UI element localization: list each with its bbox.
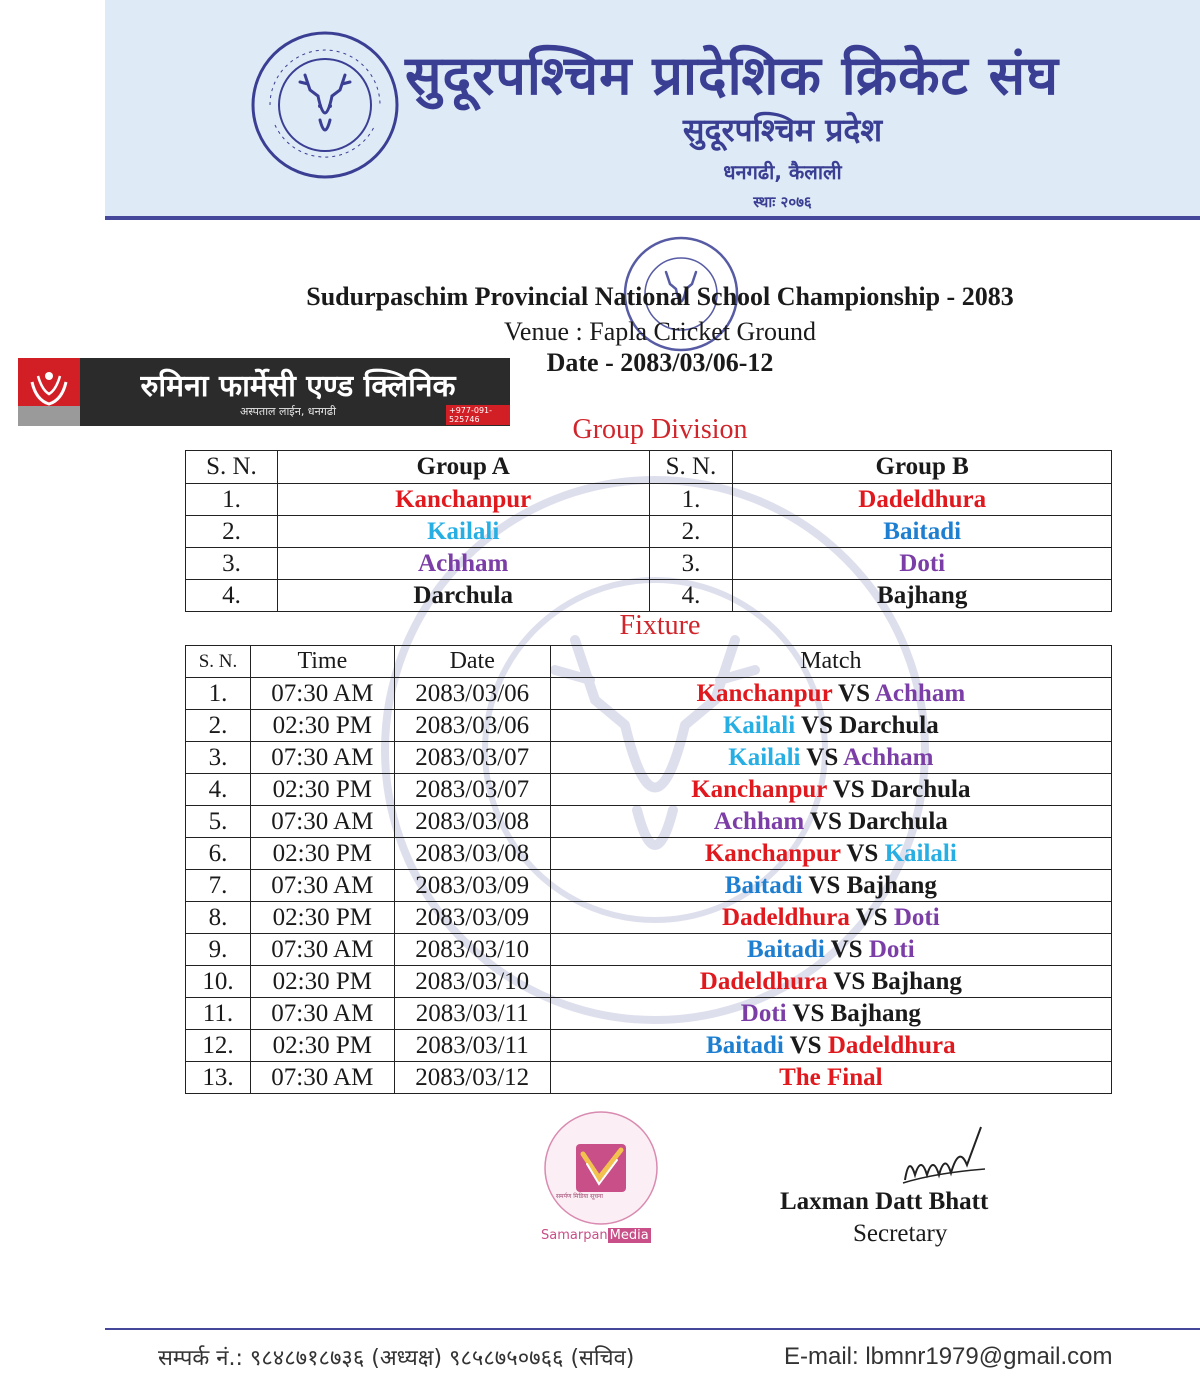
team-one: Baitadi	[724, 871, 803, 899]
team-two: Doti	[893, 903, 940, 931]
date-cell: 2083/03/11	[394, 998, 550, 1030]
event-venue: Venue : Fapla Cricket Ground	[504, 317, 816, 346]
table-row	[186, 966, 1112, 998]
column-header: Date	[394, 646, 550, 678]
table-row	[186, 934, 1112, 966]
date-cell: 2083/03/11	[394, 1030, 550, 1062]
serial-number-cell: 11.	[186, 998, 251, 1030]
team-one: Achham	[713, 807, 805, 835]
time-cell: 07:30 AM	[250, 1062, 394, 1094]
team-two: Dadeldhura	[827, 1031, 956, 1059]
table-row	[186, 516, 1112, 548]
time-cell: 07:30 AM	[250, 806, 394, 838]
serial-number-cell: 2.	[186, 710, 251, 742]
team-two: Achham	[874, 679, 966, 707]
table-header-row	[186, 646, 1112, 678]
date-cell: 2083/03/12	[394, 1062, 550, 1094]
signatory-name: Laxman Datt Bhatt	[780, 1188, 989, 1215]
match-cell	[550, 1062, 1111, 1094]
event-date: Date - 2083/03/06-12	[546, 348, 774, 377]
time-cell: 07:30 AM	[250, 998, 394, 1030]
table-row	[186, 742, 1112, 774]
team-name-cell: Darchula	[277, 580, 649, 612]
serial-number-cell: 10.	[186, 966, 251, 998]
date-cell: 2083/03/10	[394, 966, 550, 998]
team-name-cell: Kanchanpur	[277, 484, 649, 516]
fixture-heading: Fixture	[619, 610, 701, 641]
sponsor-address: अस्पताल लाईन, धनगढी	[240, 405, 336, 418]
team-one: Dadeldhura	[699, 967, 828, 995]
serial-number-cell: 6.	[186, 838, 251, 870]
column-header: Group A	[277, 451, 649, 484]
date-cell: 2083/03/06	[394, 678, 550, 710]
team-one: Baitadi	[706, 1031, 784, 1059]
sponsor-name: रुमिना फार्मेसी एण्ड क्लिनिक	[140, 369, 456, 404]
column-header: S. N.	[649, 451, 733, 484]
team-two: Achham	[843, 743, 934, 771]
team-name-cell: Bajhang	[733, 580, 1112, 612]
versus-label: VS	[824, 935, 869, 963]
match-cell	[550, 774, 1111, 806]
table-row	[186, 1062, 1112, 1094]
date-cell: 2083/03/08	[394, 838, 550, 870]
versus-label: VS	[804, 807, 849, 835]
team-name-cell: Doti	[733, 548, 1112, 580]
media-tagline: समर्पण मिडिया सूचना	[556, 1193, 603, 1200]
match-cell	[550, 966, 1111, 998]
match-cell	[550, 806, 1111, 838]
table-row	[186, 838, 1112, 870]
column-header: Group B	[733, 451, 1112, 484]
serial-number-cell: 2.	[649, 516, 733, 548]
serial-number-cell: 7.	[186, 870, 251, 902]
match-cell	[550, 678, 1111, 710]
table-row	[186, 548, 1112, 580]
table-row	[186, 1030, 1112, 1062]
team-one: Dadeldhura	[722, 903, 850, 931]
match-cell	[550, 934, 1111, 966]
match-cell	[550, 998, 1111, 1030]
table-row	[186, 580, 1112, 612]
match-cell	[550, 1030, 1111, 1062]
team-name-cell: Dadeldhura	[733, 484, 1112, 516]
team-name-cell: Kailali	[277, 516, 649, 548]
team-one: Kailali	[722, 711, 796, 739]
versus-label: VS	[849, 903, 894, 931]
time-cell: 02:30 PM	[250, 710, 394, 742]
team-two: Bajhang	[846, 871, 937, 899]
signatory-role: Secretary	[853, 1220, 948, 1247]
date-cell: 2083/03/10	[394, 934, 550, 966]
time-cell: 07:30 AM	[250, 742, 394, 774]
team-two: Bajhang	[830, 999, 921, 1027]
table-row	[186, 484, 1112, 516]
time-cell: 02:30 PM	[250, 774, 394, 806]
media-name-part1: Samarpan	[541, 1228, 608, 1243]
match-cell	[550, 870, 1111, 902]
match-cell	[550, 838, 1111, 870]
date-cell: 2083/03/06	[394, 710, 550, 742]
team-two: Doti	[868, 935, 915, 963]
handwritten-signature	[895, 1125, 995, 1195]
team-two: Darchula	[848, 807, 948, 835]
serial-number-cell: 3.	[186, 742, 251, 774]
team-one: The Final	[779, 1063, 883, 1091]
group-division-table	[185, 450, 1112, 612]
table-row	[186, 774, 1112, 806]
date-cell: 2083/03/07	[394, 774, 550, 806]
time-cell: 07:30 AM	[250, 870, 394, 902]
team-two: Darchula	[870, 775, 971, 803]
table-row	[186, 870, 1112, 902]
serial-number-cell: 2.	[186, 516, 278, 548]
association-title: सुदूरपश्चिम प्रादेशिक क्रिकेट संघ	[405, 44, 1059, 107]
serial-number-cell: 13.	[186, 1062, 251, 1094]
time-cell: 02:30 PM	[250, 902, 394, 934]
serial-number-cell: 5.	[186, 806, 251, 838]
versus-label: VS	[795, 711, 840, 739]
province-name: सुदूरपश्चिम प्रदेश	[682, 111, 883, 149]
city-name: धनगढी, कैलाली	[723, 160, 842, 184]
team-two: Darchula	[839, 711, 939, 739]
team-name-cell: Baitadi	[733, 516, 1112, 548]
team-one: Kanchanpur	[704, 839, 841, 867]
team-one: Kanchanpur	[691, 775, 827, 803]
serial-number-cell: 8.	[186, 902, 251, 934]
media-name	[541, 1228, 651, 1243]
date-cell: 2083/03/09	[394, 870, 550, 902]
versus-label: VS	[827, 967, 872, 995]
time-cell: 02:30 PM	[250, 1030, 394, 1062]
time-cell: 07:30 AM	[250, 934, 394, 966]
versus-label: VS	[826, 775, 871, 803]
table-row	[186, 710, 1112, 742]
serial-number-cell: 4.	[186, 774, 251, 806]
team-one: Kailali	[728, 743, 801, 771]
serial-number-cell: 12.	[186, 1030, 251, 1062]
table-row	[186, 998, 1112, 1030]
column-header: S. N.	[186, 451, 278, 484]
fixture-table	[185, 645, 1112, 1094]
serial-number-cell: 1.	[186, 678, 251, 710]
match-cell	[550, 710, 1111, 742]
date-cell: 2083/03/08	[394, 806, 550, 838]
footer-contact: सम्पर्क नं.: ९८४८७१८७३६ (अध्यक्ष) ९८५८७५०७६६ (सचिव)	[158, 1346, 635, 1371]
versus-label: VS	[802, 871, 847, 899]
serial-number-cell: 4.	[649, 580, 733, 612]
table-row	[186, 678, 1112, 710]
versus-label: VS	[783, 1031, 828, 1059]
date-cell: 2083/03/07	[394, 742, 550, 774]
team-two: Bajhang	[871, 967, 962, 995]
established-year: स्थाः २०७६	[753, 193, 812, 211]
table-row	[186, 902, 1112, 934]
serial-number-cell: 1.	[649, 484, 733, 516]
versus-label: VS	[800, 743, 844, 771]
time-cell: 02:30 PM	[250, 838, 394, 870]
letterhead	[105, 0, 1200, 220]
clinic-photo	[18, 406, 80, 426]
versus-label: VS	[832, 679, 875, 707]
column-header: S. N.	[186, 646, 251, 678]
table-row	[186, 806, 1112, 838]
samarpan-media-logo	[531, 1106, 671, 1246]
column-header: Match	[550, 646, 1111, 678]
footer-email[interactable]: E-mail: lbmnr1979@gmail.com	[784, 1343, 1113, 1370]
versus-label: VS	[786, 999, 831, 1027]
versus-label: VS	[840, 839, 885, 867]
team-two: Kailali	[884, 839, 957, 867]
sponsor-phone: +977-091-525746	[446, 405, 510, 425]
serial-number-cell: 1.	[186, 484, 278, 516]
serial-number-cell: 4.	[186, 580, 278, 612]
team-one: Doti	[740, 999, 787, 1027]
media-name-part2: Media	[609, 1228, 649, 1243]
event-title: Sudurpaschim Provincial National School Championship - 2083	[306, 282, 1014, 311]
time-cell: 07:30 AM	[250, 678, 394, 710]
serial-number-cell: 3.	[186, 548, 278, 580]
table-header-row	[186, 451, 1112, 484]
team-name-cell: Achham	[277, 548, 649, 580]
time-cell: 02:30 PM	[250, 966, 394, 998]
team-one: Kanchanpur	[696, 679, 833, 707]
match-cell	[550, 742, 1111, 774]
serial-number-cell: 9.	[186, 934, 251, 966]
footer-divider	[105, 1328, 1200, 1330]
team-one: Baitadi	[747, 935, 825, 963]
group-division-heading: Group Division	[572, 414, 748, 445]
serial-number-cell: 3.	[649, 548, 733, 580]
column-header: Time	[250, 646, 394, 678]
date-cell: 2083/03/09	[394, 902, 550, 934]
match-cell	[550, 902, 1111, 934]
